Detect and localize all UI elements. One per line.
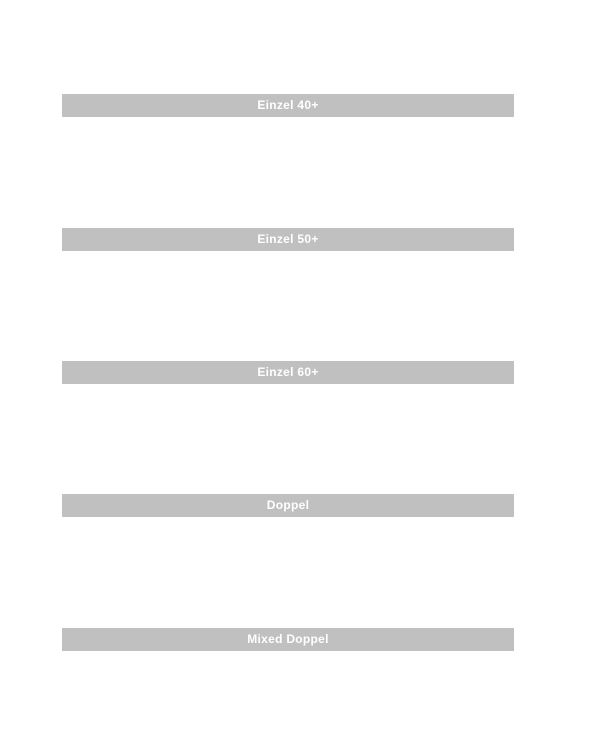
section-header-doppel: Doppel [62, 494, 514, 517]
section-header-einzel-60: Einzel 60+ [62, 361, 514, 384]
section-header-einzel-40: Einzel 40+ [62, 94, 514, 117]
section-header-mixed-doppel: Mixed Doppel [62, 628, 514, 651]
section-header-einzel-50: Einzel 50+ [62, 228, 514, 251]
